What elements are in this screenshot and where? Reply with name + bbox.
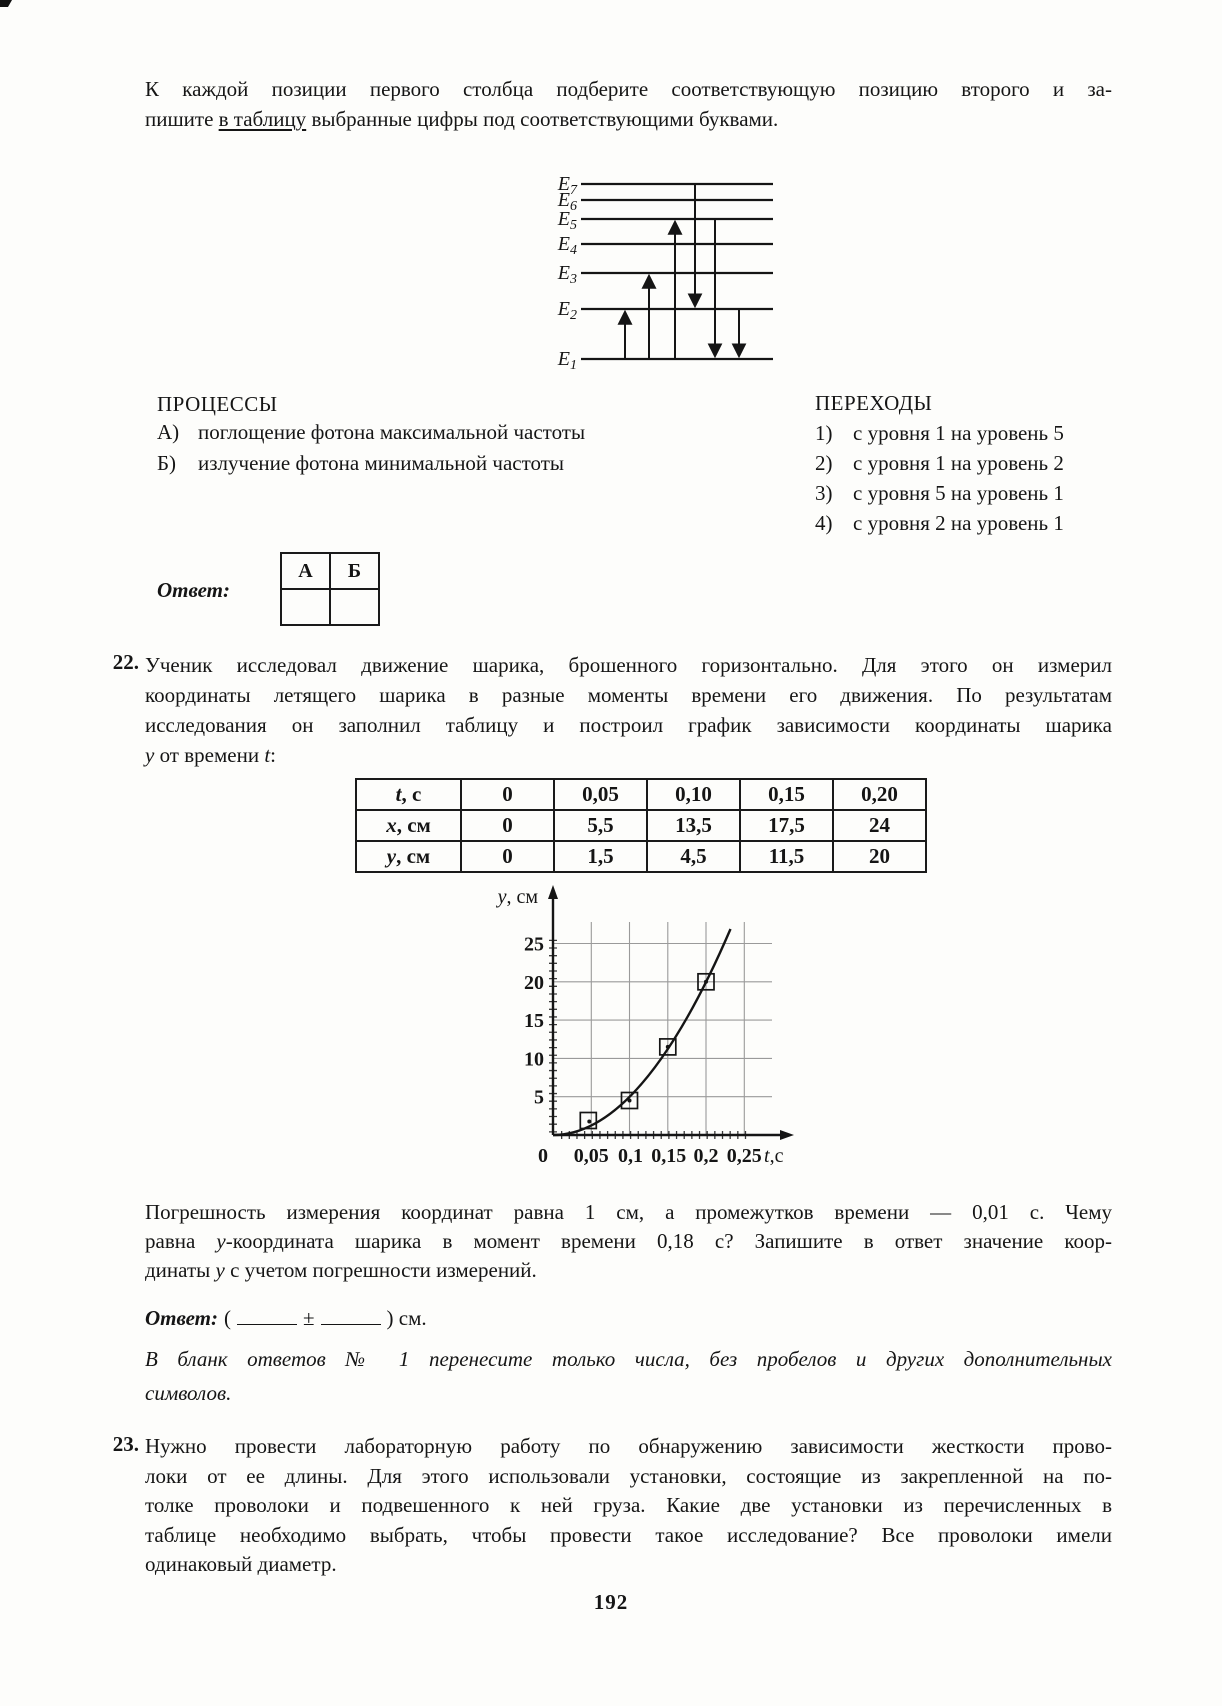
level-label-E3: $E_3$ (557, 262, 577, 287)
level-label-E6: $E_6$ (557, 189, 577, 214)
processes-header: ПРОЦЕССЫ (157, 392, 278, 416)
table-row-y: y, см 0 1,5 4,5 11,5 20 (356, 841, 926, 872)
answer-sheet-note: В бланк ответов № 1 перенесите только числа, без пробелов и других дополнительных символов. (145, 1347, 1112, 1405)
question-22-text: Ученик исследовал движение шарика, брошенного горизонтально. Для этого он измерил координаты летящего шарика в разные моменты времени его движения. По результатам исследования он заполнил таблицу и построил график зависимости координаты шарика y от времени t: (145, 653, 1112, 767)
transition-option-1: 1) с уровня 1 на уровень 5 (815, 421, 1064, 445)
level-label-E7: $E_7$ (557, 173, 577, 198)
table-row-x: x, см 0 5,5 13,5 17,5 24 (356, 810, 926, 841)
level-label-E1: $E_1$ (557, 348, 577, 373)
y-t-graph (440, 875, 810, 1177)
transitions-column (815, 388, 1145, 538)
svg-text:15: 15 (524, 1010, 544, 1033)
underlined-phrase: в таблицу (218, 107, 307, 131)
q22-answer-line: Ответ: ( ± ) см. (145, 1306, 427, 1330)
answer-col-header-a: А (281, 553, 330, 589)
q22-error-paragraph: Погрешность измерения координат равна 1 см, а промежутков времени — 0,01 с. Чему равна y-координата шарика в момент времени 0,18 с? Запишите в ответ значение коор- динаты y с учетом погрешности измерений. (145, 1200, 1112, 1282)
answer-cell-b[interactable] (330, 589, 379, 625)
energy-level-diagram (525, 158, 795, 373)
intro-paragraph (145, 74, 1112, 134)
svg-text:5: 5 (534, 1086, 544, 1109)
svg-text:25: 25 (524, 933, 544, 956)
level-label-E5: $E_5$ (557, 208, 577, 233)
transition-option-2: 2) с уровня 1 на уровень 2 (815, 451, 1064, 475)
scan-artifact (0, 0, 12, 7)
process-item-a: А) поглощение фотона максимальной частоты (157, 420, 586, 444)
answer-blank-error[interactable] (321, 1305, 381, 1325)
answer-col-header-b: Б (330, 553, 379, 589)
matching-answer-table (280, 552, 380, 626)
answer-cell-a[interactable] (281, 589, 330, 625)
fit-curve (553, 929, 731, 1135)
y-axis-title: y, см (497, 886, 538, 908)
page-number: 192 (593, 1590, 629, 1614)
x-axis-arrowhead (780, 1130, 794, 1140)
svg-text:0,2: 0,2 (693, 1145, 719, 1167)
question-22-number: 22. (112, 650, 139, 674)
y-axis-arrowhead (548, 885, 558, 899)
level-label-E4: $E_4$ (557, 233, 577, 258)
svg-text:0,15: 0,15 (651, 1145, 687, 1167)
x-axis-title: t,с (764, 1145, 784, 1167)
grid-lines (553, 922, 772, 1135)
process-item-b: Б) излучение фотона минимальной частоты (157, 451, 565, 475)
q22-answer-label: Ответ: (145, 1306, 218, 1330)
svg-text:0,25: 0,25 (726, 1145, 762, 1167)
intro-line-1: К каждой позиции первого столбца подберите соответствующую позицию второго и за- (145, 77, 1112, 101)
question-23-number: 23. (112, 1432, 139, 1456)
data-point-markers (580, 974, 714, 1129)
svg-text:0: 0 (538, 1145, 548, 1167)
data-point-dots (587, 980, 708, 1124)
level-label-E2: $E_2$ (557, 298, 577, 323)
svg-text:0,05: 0,05 (573, 1145, 609, 1167)
svg-text:10: 10 (524, 1048, 544, 1071)
y-tick-labels (524, 934, 544, 1109)
answer-blank-value[interactable] (237, 1305, 297, 1325)
question-23-text: Нужно провести лабораторную работу по обнаружению зависимости жесткости прово- локи от ее длины. Для этого использовали установки, состоящие из закрепленной на по- толке проволоки и подвешенного к ней груза. Какие две установки из перечисленных в таблице необходимо выбрать, чтобы провести такое исследование? Все проволоки имели одинаковый диаметр. (145, 1434, 1112, 1576)
svg-text:20: 20 (524, 971, 544, 994)
measurement-table (355, 778, 927, 873)
processes-column (157, 392, 717, 479)
table-row-t: t, с 0 0,05 0,10 0,15 0,20 (356, 779, 926, 810)
matching-answer-label: Ответ: (157, 578, 230, 602)
transitions-header: ПЕРЕХОДЫ (815, 391, 933, 415)
intro-line-2: пишите в таблицу выбранные цифры под соответствующими буквами. (145, 107, 779, 131)
svg-text:0,1: 0,1 (618, 1145, 643, 1167)
transition-option-3: 3) с уровня 5 на уровень 1 (815, 481, 1064, 505)
x-tick-labels (538, 1145, 762, 1167)
transition-option-4: 4) с уровня 2 на уровень 1 (815, 511, 1064, 535)
